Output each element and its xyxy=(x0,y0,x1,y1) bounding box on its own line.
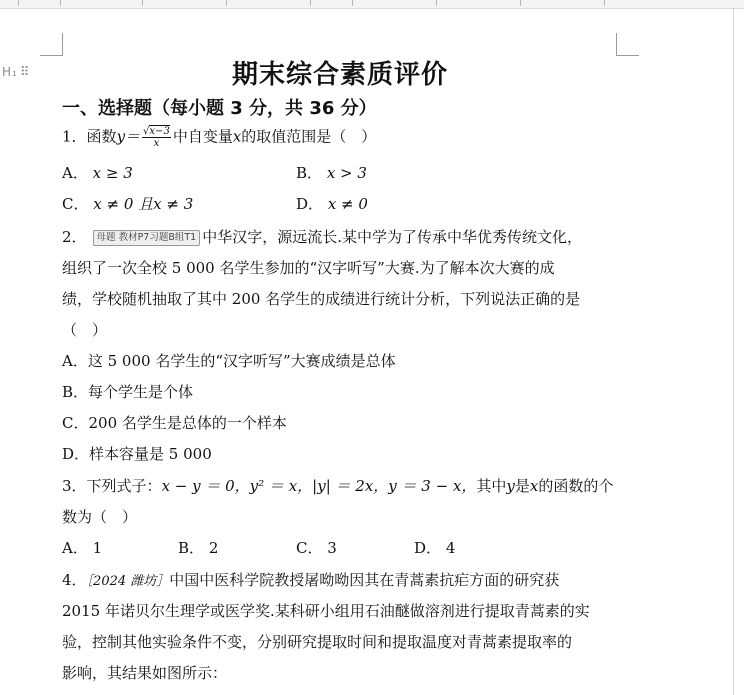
option-d: D．样本容量是 5 000 xyxy=(62,445,212,463)
option-b: B．每个学生是个体 xyxy=(62,383,194,401)
margin-corner-top-right xyxy=(616,33,639,56)
question-4-line: 2015 年诺贝尔生理学或医学奖.某科研小组用石油醚做溶剂进行提取青蒿素的实 xyxy=(62,602,590,620)
option-d: D． 4 xyxy=(414,539,456,557)
option-a: A． 1 xyxy=(62,539,103,557)
drag-handle-icon[interactable]: ⠿ xyxy=(19,65,31,80)
question-4-line: 验，控制其他实验条件不变，分别研究提取时间和提取温度对青蒿素提取率的 xyxy=(62,633,573,651)
option-b: B． x > 3 xyxy=(296,164,367,182)
ruler-bar xyxy=(0,0,744,9)
question-4: 4．［2024 潍坊］中国中医科学院教授屠呦呦因其在青蒿素抗疟方面的研究获 xyxy=(62,571,560,589)
section-heading: 一、选择题（每小题 3 分，共 36 分） xyxy=(62,98,377,119)
margin-corner-top-left xyxy=(40,33,63,56)
question-3-line: 数为（ ） xyxy=(62,508,138,526)
question-3: 3．下列式子：x − y ＝ 0，y² ＝ x，|y| ＝ 2x，y ＝ 3 − x，其中y是x的函数的个 xyxy=(62,477,614,495)
question-1: 1．函数y＝ $\frac{√x-3}{x}$ 中自变量x的取值范围是（ ） xyxy=(62,126,377,149)
option-d: D． x ≠ 0 xyxy=(296,195,368,213)
option-a: A． x ≥ 3 xyxy=(62,164,133,182)
question-2-line: 绩，学校随机抽取了其中 200 名学生的成绩进行统计分析，下列说法正确的是 xyxy=(62,290,581,308)
source-tag[interactable]: 母题 教材P7习题B组T1 xyxy=(93,230,201,246)
option-c: C．200 名学生是总体的一个样本 xyxy=(62,414,287,432)
page-edge xyxy=(733,8,734,695)
option-c: C． 3 xyxy=(296,539,337,557)
question-2-line: （ ） xyxy=(62,321,108,339)
page-title: 期末综合素质评价 xyxy=(231,60,448,90)
option-b: B． 2 xyxy=(178,539,219,557)
option-a: A．这 5 000 名学生的“汉字听写”大赛成绩是总体 xyxy=(62,352,396,370)
question-2-line: 组织了一次全校 5 000 名学生参加的“汉字听写”大赛.为了解本次大赛的成 xyxy=(62,259,555,277)
question-2: 2． 母题 教材P7习题B组T1 中华汉字，源远流长.某中学为了传承中华优秀传统文化， xyxy=(62,228,582,246)
option-c: C． x ≠ 0 且x ≠ 3 xyxy=(62,195,194,213)
heading-marker: H₁ xyxy=(2,65,18,79)
source-label: ［2024 潍坊］ xyxy=(86,574,170,589)
fraction: $\frac{√x-3}{x}$ xyxy=(143,126,170,149)
question-4-line: 影响，其结果如图所示： xyxy=(62,664,228,682)
